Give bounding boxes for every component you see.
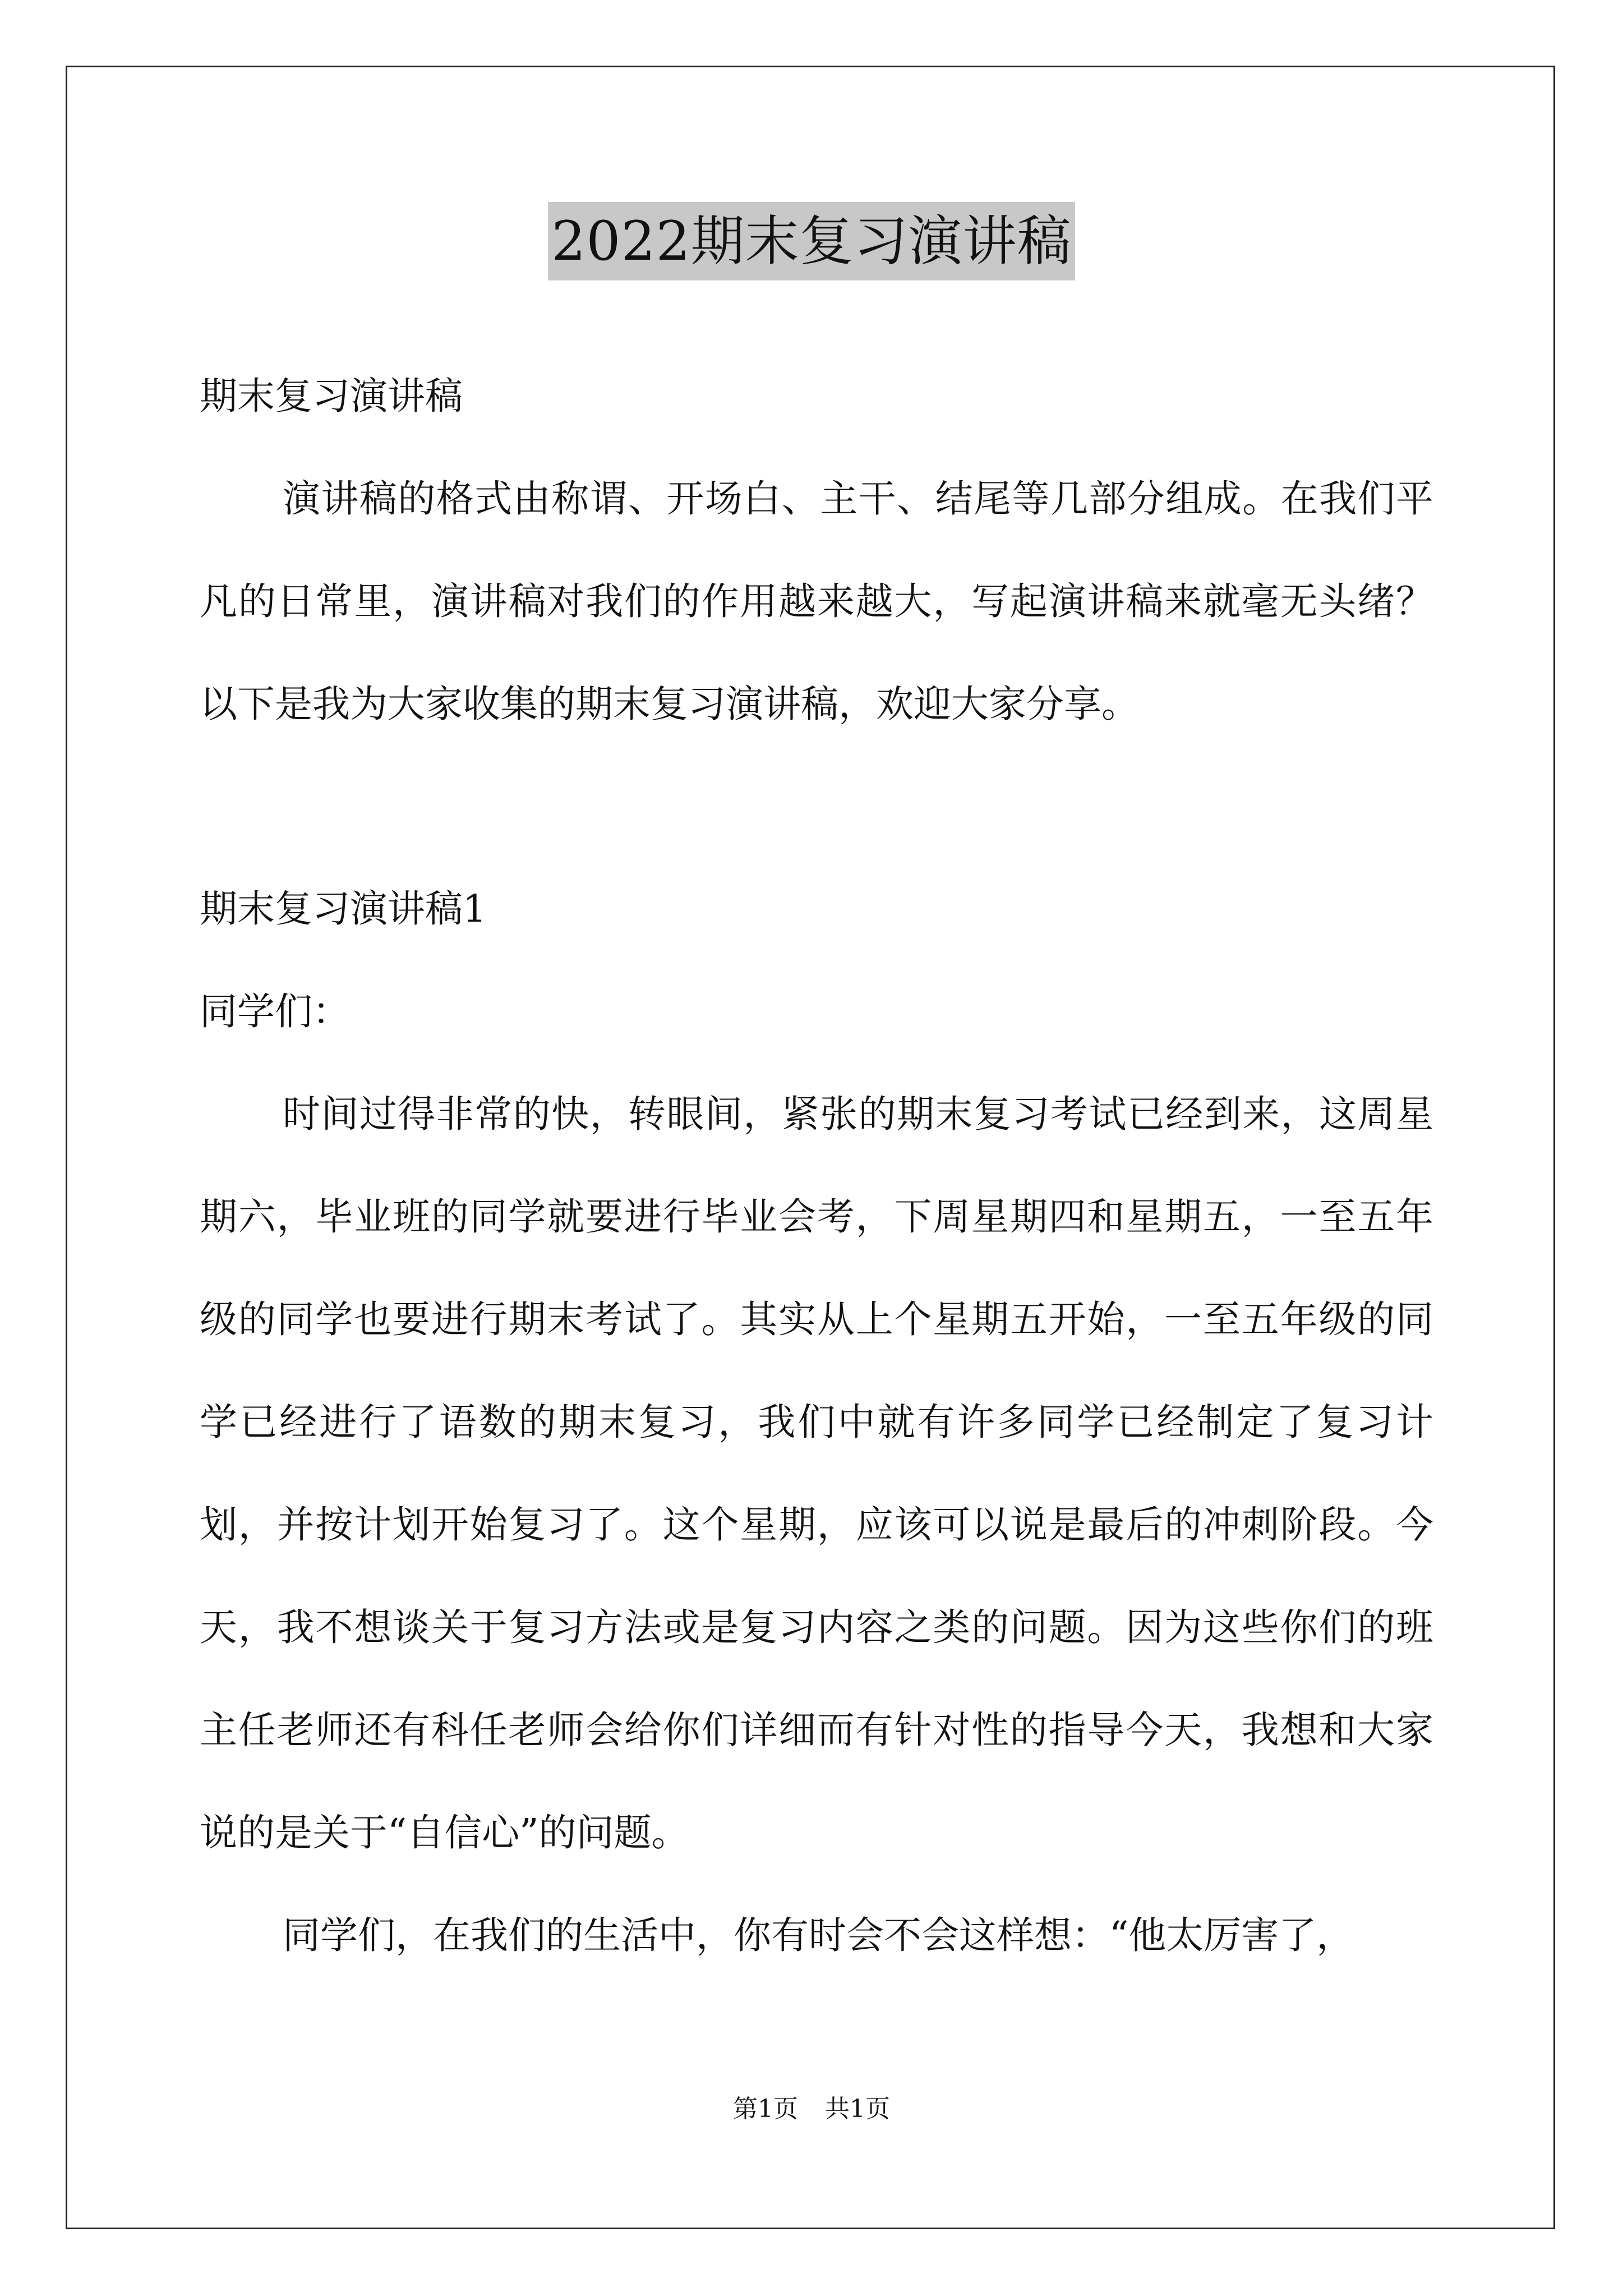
document-body [200, 345, 1433, 1987]
page-total: 共1页 [825, 2095, 890, 2123]
page-number: 第1页 [733, 2095, 798, 2123]
document-subtitle: 期末复习演讲稿 [200, 374, 463, 418]
section-heading: 期末复习演讲稿1 [200, 887, 487, 931]
body-paragraph: 同学们，在我们的生活中，你有时会不会这样想：“他太厉害了， [283, 1913, 1354, 1957]
intro-paragraph: 演讲稿的格式由称谓、开场白、主干、结尾等几部分组成。在我们平凡的日常里，演讲稿对我们的作用越来越大，写起演讲稿来就毫无头绪？以下是我为大家收集的期末复习演讲稿，欢迎大家分享。 [200, 477, 1433, 726]
title-container [0, 202, 1623, 280]
document-title: 2022期末复习演讲稿 [548, 202, 1075, 280]
section-spacer [200, 756, 1433, 858]
body-paragraph: 时间过得非常的快，转眼间，紧张的期末复习考试已经到来，这周星期六，毕业班的同学就要进行毕业会考，下周星期四和星期五，一至五年级的同学也要进行期末考试了。其实从上个星期五开始，一至五年级的同学已经进行了语数的期末复习，我们中就有许多同学已经制定了复习计划，并按计划开始复习了。这个星期，应该可以说是最后的冲刺阶段。今天，我不想谈关于复习方法或是复习内容之类的问题。因为这些你们的班主任老师还有科任老师会给你们详细而有针对性的指导今天，我想和大家说的是关于“自信心”的问题。 [200, 1092, 1433, 1855]
salutation: 同学们： [200, 990, 350, 1033]
page-footer [0, 2092, 1623, 2126]
